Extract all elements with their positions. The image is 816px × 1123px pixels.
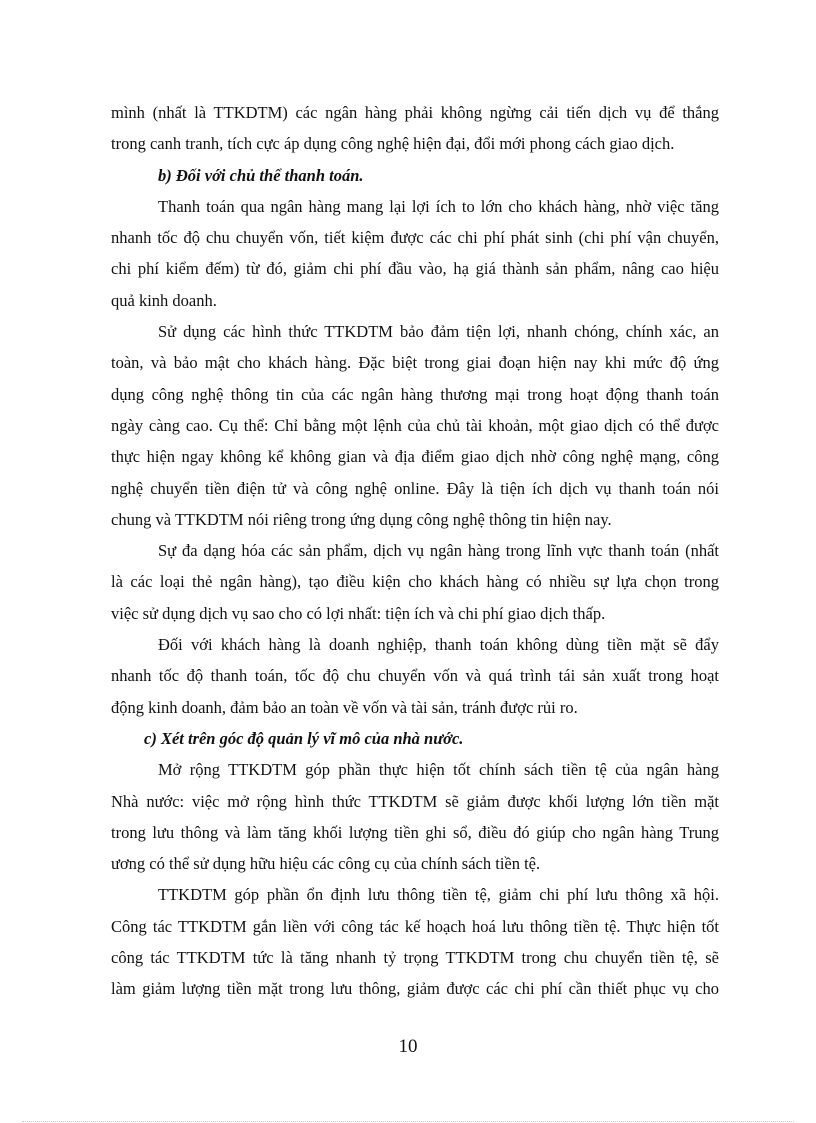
text-line: Mở rộng TTKDTM góp phần thực hiện tốt chính sách tiền tệ của ngân hàng	[158, 760, 719, 780]
text-line: là các loại thẻ ngân hàng), tạo điều kiện cho khách hàng có nhiều sự lựa chọn trong	[111, 572, 719, 592]
text-line: trong canh tranh, tích cực áp dụng công nghệ hiện đại, đổi mới phong cách giao dịch.	[111, 134, 675, 154]
text-line: Nhà nước: việc mở rộng hình thức TTKDTM sẽ giảm được khối lượng lớn tiền mặt	[111, 791, 719, 811]
text-line: Đối với khách hàng là doanh nghiệp, thanh toán không dùng tiền mặt sẽ đẩy	[158, 635, 719, 655]
text-line: toàn, và bảo mật cho khách hàng. Đặc biệt trong giai đoạn hiện nay khi mức độ ứng	[111, 353, 719, 373]
text-line: động kinh doanh, đảm bảo an toàn về vốn và tài sản, tránh được rủi ro.	[111, 697, 578, 717]
text-line: dụng công nghệ thông tin của các ngân hàng thương mại trong hoạt động thanh toán	[111, 384, 719, 404]
text-line: chi phí kiểm đếm) từ đó, giảm chi phí đầu vào, hạ giá thành sản phẩm, nâng cao hiệu	[111, 259, 719, 279]
page-bottom-divider	[22, 1121, 794, 1122]
text-line: quả kinh doanh.	[111, 290, 217, 310]
text-line: ương có thể sử dụng hữu hiệu các công cụ của chính sách tiền tệ.	[111, 854, 541, 874]
text-line: TTKDTM góp phần ổn định lưu thông tiền tệ, giảm chi phí lưu thông xã hội.	[158, 885, 719, 905]
text-line: Sự đa dạng hóa các sản phẩm, dịch vụ ngân hàng trong lĩnh vực thanh toán (nhất	[158, 541, 719, 561]
text-line: việc sử dụng dịch vụ sao cho có lợi nhất: tiện ích và chi phí giao dịch thấp.	[111, 603, 606, 623]
text-line: nhanh tốc độ chu chuyển vốn, tiết kiệm được các chi phí phát sinh (chi phí vận chuyển,	[111, 228, 719, 248]
text-line: Sử dụng các hình thức TTKDTM bảo đảm tiện lợi, nhanh chóng, chính xác, an	[158, 322, 719, 342]
text-line: mình (nhất là TTKDTM) các ngân hàng phải không ngừng cải tiến dịch vụ để thắng	[111, 103, 719, 122]
text-line: nhanh tốc độ thanh toán, tốc độ chu chuyển vốn và quá trình tái sản xuất trong hoạt	[111, 666, 719, 686]
text-line: công tác TTKDTM tức là tăng nhanh tỷ trọng TTKDTM trong chu chuyển tiền tệ, sẽ	[111, 948, 719, 968]
section-heading: b) Đối với chủ thể thanh toán.	[158, 165, 364, 185]
text-line: thực hiện ngay không kể không gian và địa điểm giao dịch nhờ công nghệ mạng, công	[111, 447, 719, 467]
text-line: ngày càng cao. Cụ thể: Chỉ bằng một lệnh của chủ tài khoản, một giao dịch có thể được	[111, 415, 719, 435]
text-line: Thanh toán qua ngân hàng mang lại lợi ích to lớn cho khách hàng, nhờ việc tăng	[158, 196, 719, 216]
body-text	[111, 97, 719, 1005]
text-line: nghệ chuyển tiền điện tử và công nghệ online. Đây là tiện ích dịch vụ thanh toán nói	[111, 478, 719, 498]
text-line: trong lưu thông và làm tăng khối lượng tiền ghi sổ, điều đó giúp cho ngân hàng Trung	[111, 822, 719, 842]
text-line: làm giảm lượng tiền mặt trong lưu thông, giảm được các chi phí cần thiết phục vụ cho	[111, 979, 719, 999]
section-heading: c) Xét trên góc độ quản lý vĩ mô của nhà nước.	[144, 728, 464, 748]
text-line: Công tác TTKDTM gắn liền với công tác kế hoạch hoá lưu thông tiền tệ. Thực hiện tốt	[111, 916, 719, 936]
page-number: 10	[398, 1036, 418, 1057]
text-line: chung và TTKDTM nói riêng trong ứng dụng công nghệ thông tin hiện nay.	[111, 509, 612, 529]
